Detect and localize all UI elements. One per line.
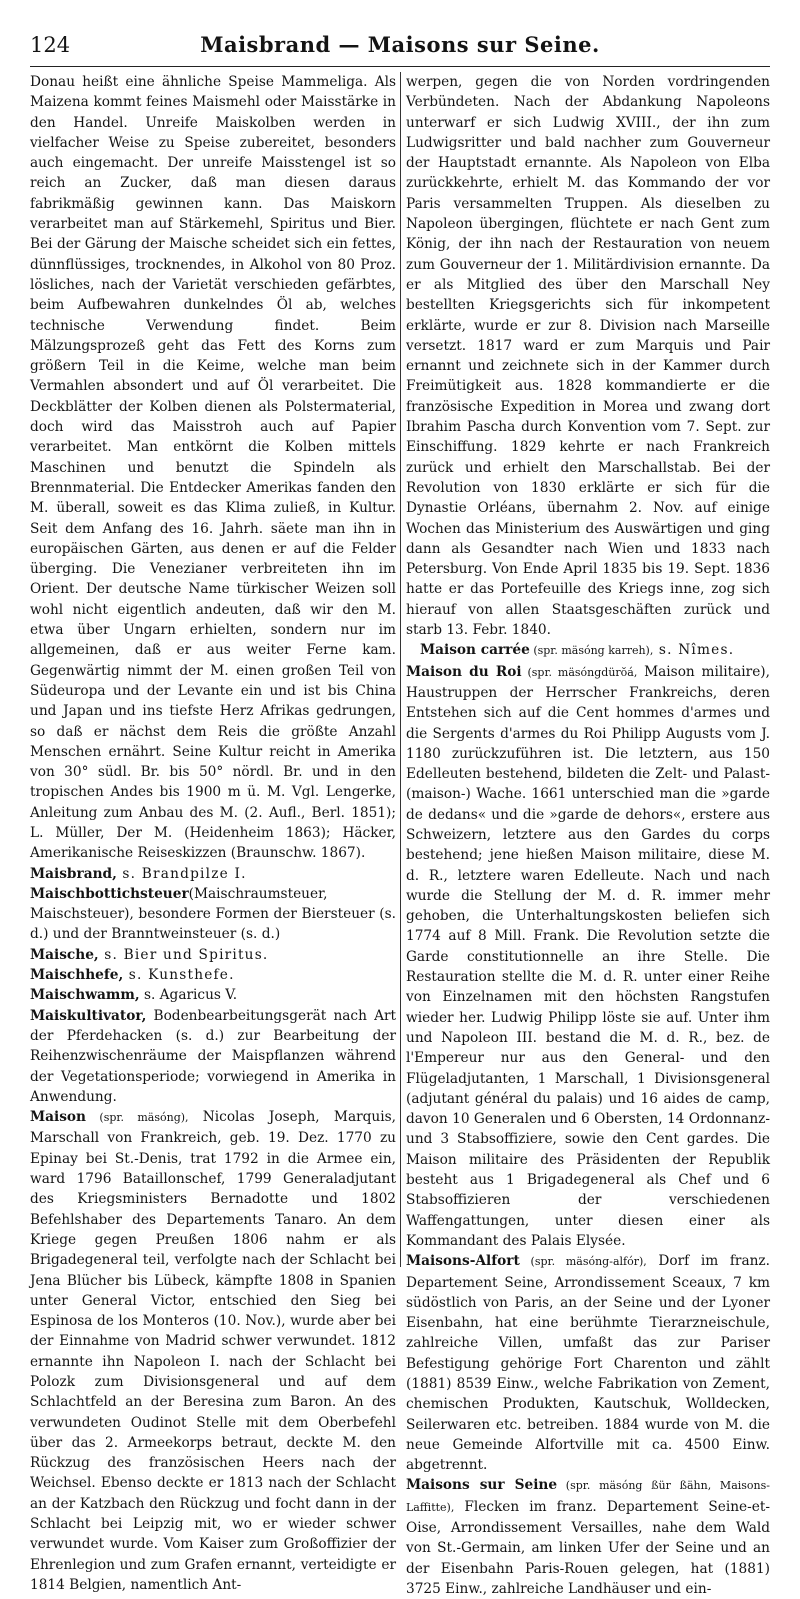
entry-headword: Maisons-Alfort	[406, 1253, 520, 1270]
header-rule	[30, 66, 770, 67]
page-number: 124	[30, 33, 71, 57]
entry-maiskultivator	[30, 1006, 396, 1107]
entry-headword: Maische,	[30, 946, 99, 963]
entry-headword: Maisons sur Seine	[406, 1477, 558, 1494]
entry-maisons-sur-seine	[406, 1475, 770, 1599]
entry-text: Dorf im franz. Departement Seine, Arrondissement Sceaux, 7 km südöstlich von Paris, an der Seine und der Lyoner Eisenbahn, hat eine berühmte Tierarzneischule, zahlreiche Villen, umfaßt das zur Pariser Befestigung gehörige Fort Charenton und zählt (1881) 8539 Einw., welche Fabrikation von Zement, chemischen Produkten, Kautschuk, Wolldecken, Seilerwaren etc. betreiben. 1884 wurde von M. die neue Gemeinde Alfortville mit ca. 4500 Einw. abgetrennt.	[406, 1253, 770, 1474]
entry-text: Flecken im franz. Departement Seine-et-Oise, Arrondissement Versailles, nahe dem Wald von St.-Germain, am linken Ufer der Seine und an der Eisenbahn Paris-Rouen gelegen, hat (1881) 3725 Einw., zahlreiche Landhäuser und ein-	[406, 1498, 770, 1597]
right-column	[406, 72, 770, 1597]
entry-maison-du-roi	[406, 662, 770, 1252]
entry-text: s. Nîmes.	[653, 642, 735, 659]
entry-pronunciation: (spr. mäsóng),	[86, 1111, 189, 1125]
entry-headword: Maischwamm,	[30, 987, 140, 1004]
entry-text: Donau heißt eine ähnliche Speise Mammeliga. Als Maizena kommt feines Maismehl oder Maisstärke in den Handel. Unreife Maiskolben werden in vielfacher Weise zu Speise zubereitet, besonders auch eingemacht. Der unreife Maisstengel ist so reich an Zucker, daß man diesen daraus fabrikmäßig gewinnen kann. Das Maiskorn verarbeitet man auf Stärkemehl, Spiritus und Bier. Bei der Gärung der Maische scheidet sich ein fettes, dünnflüssiges, trocknendes, in Alkohol von 80 Proz. lösliches, nach der Varietät verschieden gefärbtes, beim Aufbewahren dunkelndes Öl ab, welches technische Verwendung findet. Beim Mälzungsprozeß geht das Fett des Korns zum größern Teil in die Keime, welche man beim Vermahlen absondert und auf Öl verarbeitet. Die Deckblätter der Kolben dienen als Polstermaterial, doch wird das Maisstroh auch auf Papier verarbeitet. Man entkörnt die Kolben mittels Maschinen und benutzt die Spindeln als Brennmaterial. Die Entdecker Amerikas fanden den M. überall, soweit es das Klima zuließ, in Kultur. Seit dem Anfang des 16. Jahrh. säete man ihn in europäischen Gärten, aus denen er auf die Felder überging. Die Venezianer verbreiteten ihn im Orient. Der deutsche Name türkischer Weizen soll wohl nicht eigentlich andeuten, daß wir den M. etwa über Ungarn erhielten, sondern nur im allgemeinen, daß er aus weiter Ferne kam. Gegenwärtig nimmt der M. einen großen Teil von Südeuropa und der Levante ein und ist bis China und Japan und ins tiefste Herz Afrikas gedrungen, so daß er nächst dem Reis die größte Anzahl Menschen ernährt. Seine Kultur reicht in Amerika von 30° südl. Br. bis 50° nördl. Br. und in den tropischen Andes bis 1900 m ü. M. Vgl. Lengerke, Anleitung zum Anbau des M. (2. Aufl., Berl. 1851); L. Müller, Der M. (Heidenheim 1863); Häcker, Amerikanische Reiseskizzen (Braunschw. 1867).	[30, 74, 396, 862]
entry-pronunciation: (spr. mäsóng-alfór),	[519, 1255, 647, 1269]
entry-maischwamm	[30, 985, 396, 1005]
entry-maison	[30, 1107, 396, 1595]
entry-text: werpen, gegen die von Norden vordringenden Verbündeten. Nach der Abdankung Napoleons unterwarf er sich Ludwig XVIII., der ihn zum Ludwigsritter und bald nachher zum Gouverneur der Hauptstadt ernannte. Als Napoleon von Elba zurückkehrte, erhielt M. das Kommando der vor Paris versammelten Truppen. Als dieselben zu Napoleon übergingen, flüchtete er nach Gent zum König, der ihn nach der Restauration von neuem zum Gouverneur der 1. Militärdivision ernannte. Da er als Mitglied des über den Marschall Ney bestellten Kriegsgerichts sich für inkompetent erklärte, wurde er zur 8. Division nach Marseille versetzt. 1817 ward er zum Marquis und Pair ernannt und zeichnete sich in der Kammer durch Freimütigkeit aus. 1828 kommandierte er die französische Expedition in Morea und zwang dort Ibrahim Pascha durch Konvention vom 7. Sept. zur Einschiffung. 1829 kehrte er nach Frankreich zurück und erhielt den Marschallstab. Bei der Revolution von 1830 erklärte er sich für die Dynastie Orléans, übernahm 2. Nov. auf einige Wochen das Ministerium des Auswärtigen und ging dann als Gesandter nach Wien und 1833 nach Petersburg. Von Ende April 1835 bis 19. Sept. 1836 hatte er das Portefeuille des Kriegs inne, zog sich hierauf von allen Staatsgeschäften zurück und starb 13. Febr. 1840.	[406, 74, 770, 639]
page-title: Maisbrand — Maisons sur Seine.	[200, 32, 600, 57]
entry-text: (Maischraumsteuer, Maischsteuer), besondere Formen der Biersteuer (s. d.) und der Branntweinsteuer (s. d.)	[30, 885, 396, 943]
entry-headword: Maiskultivator,	[30, 1007, 147, 1024]
entry-pronunciation: (spr. mäsóng karreh),	[529, 644, 654, 658]
entry-maischbottichsteuer	[30, 884, 396, 945]
entry-headword: Maison du Roi	[406, 663, 522, 680]
left-column	[30, 72, 396, 1593]
entry-text: s. Agaricus V.	[139, 987, 238, 1004]
entry-text: Maison militaire), Haustruppen der Herrscher Frankreichs, deren Entstehen sich auf die Cent hommes d'armes und die Sergents d'armes du Roi Philipp Augusts vom J. 1180 zurückzuführen ist. Die letztern, aus 150 Edelleuten bestehend, bildeten die Zelt- und Palast- (maison-) Wache. 1661 unterschied man die »garde de dedans« und die »garde de dehors«, erstere aus Schweizern, letztere aus den Gardes du corps bestehend; jene hießen Maison militaire, diese M. d. R., letztere waren Edelleute. Nach und nach wurde die Stellung der M. d. R. immer mehr gehoben, die Unterhaltungskosten beliefen sich 1774 auf 8 Mill. Frank. Die Revolution setzte die Garde constitutionnelle an ihre Stelle. Die Restauration stellte die M. d. R. unter einer Reihe von Einzelnamen mit den höchsten Rangstufen wieder her. Ludwig Philipp löste sie auf. Unter ihm und Napoleon III. bestand die M. d. R., bez. de l'Empereur nur aus den General- und den Flügeladjutanten, 1 Marschall, 1 Divisionsgeneral (adjutant général du palais) und 16 aides de camp, davon 10 Generalen und 6 Obersten, 14 Ordonnanz- und 3 Stabsoffiziere, sowie den Cent gardes. Die Maison militaire des Präsidenten der Republik besteht aus 1 Brigadegeneral als Chef und 6 Stabsoffizieren der verschiedenen Waffengattungen, unter diesen einer als Kommandant des Palais Elysée.	[406, 663, 770, 1249]
entry-text: s. Kunsthefe.	[123, 967, 235, 984]
entry-mais-continuation	[30, 72, 396, 864]
running-header	[30, 30, 770, 60]
entry-text: s. Bier und Spiritus.	[98, 946, 269, 963]
entry-text: Nicolas Joseph, Marquis, Marschall von Frankreich, geb. 19. Dez. 1770 zu Epinay bei St.-Denis, trat 1792 in die Armee ein, ward 1796 Bataillonschef, 1799 Generaladjutant des Kriegsministers Bernadotte und 1802 Befehlshaber des Departements Tanaro. An dem Kriege gegen Preußen 1806 nahm er als Brigadegeneral teil, verfolgte nach der Schlacht bei Jena Blücher bis Lübeck, kämpfte 1808 in Spanien unter General Victor, entschied den Sieg bei Espinosa de los Monteros (10. Nov.), wurde aber bei der Einnahme von Madrid schwer verwundet. 1812 ernannte ihn Napoleon I. nach der Schlacht bei Polozk zum Divisionsgeneral und auf dem Schlachtfeld an der Beresina zum Baron. An des verwundeten Oudinot Stelle mit dem Oberbefehl über das 2. Armeekorps betraut, deckte M. den Rückzug des französischen Heers nach der Weichsel. Ebenso deckte er 1813 nach der Schlacht an der Katzbach den Rückzug und focht dann in der Schlacht bei Leipzig mit, wo er wieder schwer verwundet wurde. Vom Kaiser zum Großoffizier der Ehrenlegion und zum Grafen ernannt, verteidigte er 1814 Belgien, namentlich Ant-	[30, 1109, 396, 1593]
column-separator	[400, 72, 401, 1267]
entry-maische	[30, 945, 396, 965]
entry-headword: Maison carrée	[420, 642, 530, 659]
entry-headword: Maischbottichsteuer	[30, 885, 189, 902]
entry-pronunciation: (spr. mäsóngdürŏá,	[521, 665, 638, 679]
entry-headword: Maisbrand,	[30, 865, 117, 882]
entry-pronunciation: (spr. mäsóng ßür ßähn, Maisons-Laffitte),	[406, 1479, 770, 1514]
entry-maischhefe	[30, 965, 396, 985]
entry-headword: Maischhefe,	[30, 967, 124, 984]
entry-maison-carree	[406, 640, 770, 661]
entry-maison-continuation	[406, 72, 770, 640]
entry-maisbrand	[30, 864, 396, 884]
entry-maisons-alfort	[406, 1251, 770, 1475]
entry-text: Bodenbearbeitungsgerät nach Art der Pferdehacken (s. d.) zur Bearbeitung der Reihenzwischenräume der Maispflanzen während der Vegetationsperiode; vorwiegend in Amerika in Anwendung.	[30, 1007, 396, 1105]
entry-headword: Maison	[30, 1109, 87, 1126]
entry-text: s. Brandpilze I.	[116, 865, 247, 882]
